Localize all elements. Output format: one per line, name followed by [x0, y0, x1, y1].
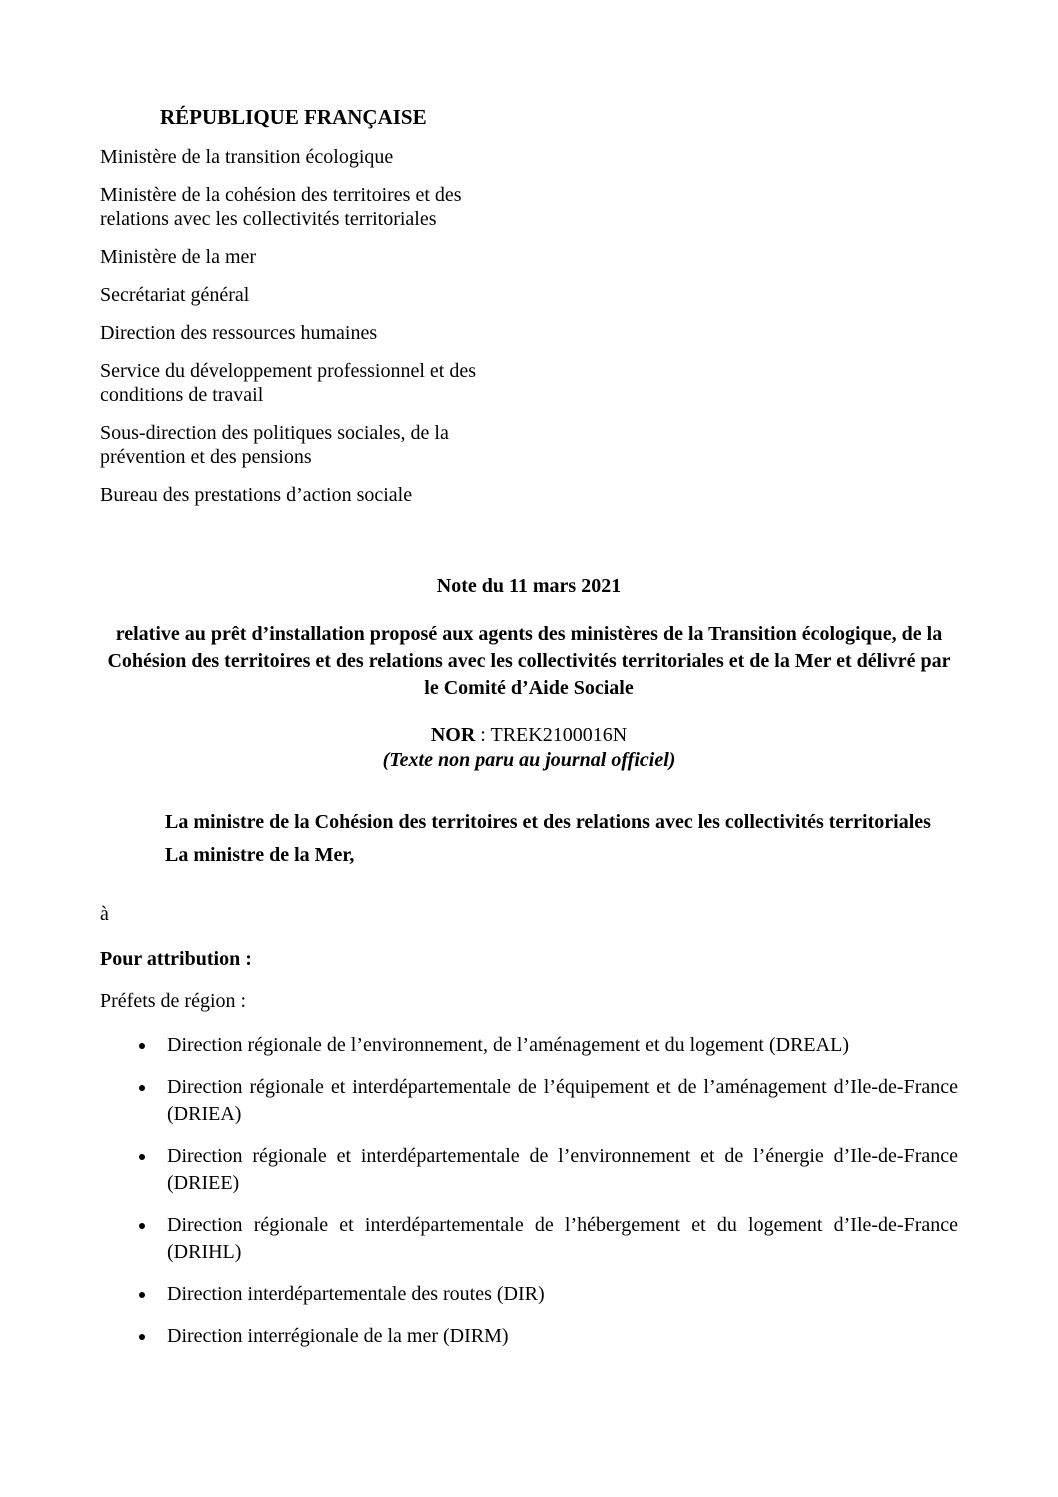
ministry-line: Service du développement professionnel et des conditions de travail — [100, 360, 476, 406]
ministries-block — [100, 145, 500, 507]
recipient-item — [100, 1323, 958, 1350]
bullet-icon — [139, 1223, 145, 1229]
attribution-heading: Pour attribution : — [100, 948, 252, 970]
recipient-item — [100, 1074, 958, 1128]
recipients-heading: Préfets de région : — [100, 990, 247, 1012]
signatory-line: La ministre de la Cohésion des territoires et des relations avec les collectivités territoriales — [165, 811, 931, 833]
ministry-line: Sous-direction des politiques sociales, de la prévention et des pensions — [100, 422, 449, 468]
document-content — [100, 105, 958, 1365]
publication-note: (Texte non paru au journal officiel) — [382, 749, 676, 771]
ministry-line: Secrétariat général — [100, 284, 250, 306]
recipient-item — [100, 1032, 958, 1059]
bullet-icon — [139, 1085, 145, 1091]
recipient-text: Direction régionale de l’environnement, de l’aménagement et du logement (DREAL) — [167, 1034, 849, 1056]
ministry-line: Ministère de la transition écologique — [100, 146, 394, 168]
nor-value: TREK2100016N — [490, 724, 628, 746]
republic-heading: RÉPUBLIQUE FRANÇAISE — [160, 105, 427, 129]
ministry-line: Direction des ressources humaines — [100, 322, 378, 344]
ministry-line: Ministère de la cohésion des territoires et des relations avec les collectivités territoriales — [100, 184, 462, 230]
recipient-text: Direction régionale et interdépartementale de l’équipement et de l’aménagement d’Ile-de-France (DRIEA) — [167, 1076, 958, 1125]
note-subject: relative au prêt d’installation proposé aux agents des ministères de la Transition écologique, de la Cohésion des territoires et des relations avec les collectivités territoriales et de la Mer et délivré par le Comité d’Aide Sociale — [107, 623, 951, 699]
ministry-line: Ministère de la mer — [100, 246, 257, 268]
recipient-item — [100, 1212, 958, 1266]
signatory-line: La ministre de la Mer, — [165, 844, 355, 866]
nor-label: NOR — [430, 724, 476, 746]
recipient-text: Direction régionale et interdépartementale de l’environnement et de l’énergie d’Ile-de-France (DRIEE) — [167, 1145, 958, 1194]
recipient-text: Direction régionale et interdépartementale de l’hébergement et du logement d’Ile-de-France (DRIHL) — [167, 1214, 958, 1263]
nor-line — [100, 723, 958, 748]
ministry-line: Bureau des prestations d’action sociale — [100, 484, 413, 506]
bullet-icon — [139, 1334, 145, 1340]
note-title: Note du 11 mars 2021 — [436, 575, 622, 597]
recipient-item — [100, 1281, 958, 1308]
recipient-text: Direction interdépartementale des routes (DIR) — [167, 1283, 545, 1305]
recipient-item — [100, 1143, 958, 1197]
recipient-text: Direction interrégionale de la mer (DIRM) — [167, 1325, 509, 1347]
nor-separator: : — [475, 724, 491, 746]
recipient-list — [100, 1032, 958, 1350]
bullet-icon — [139, 1154, 145, 1160]
bullet-icon — [139, 1043, 145, 1049]
bullet-icon — [139, 1292, 145, 1298]
to-word: à — [100, 903, 109, 925]
